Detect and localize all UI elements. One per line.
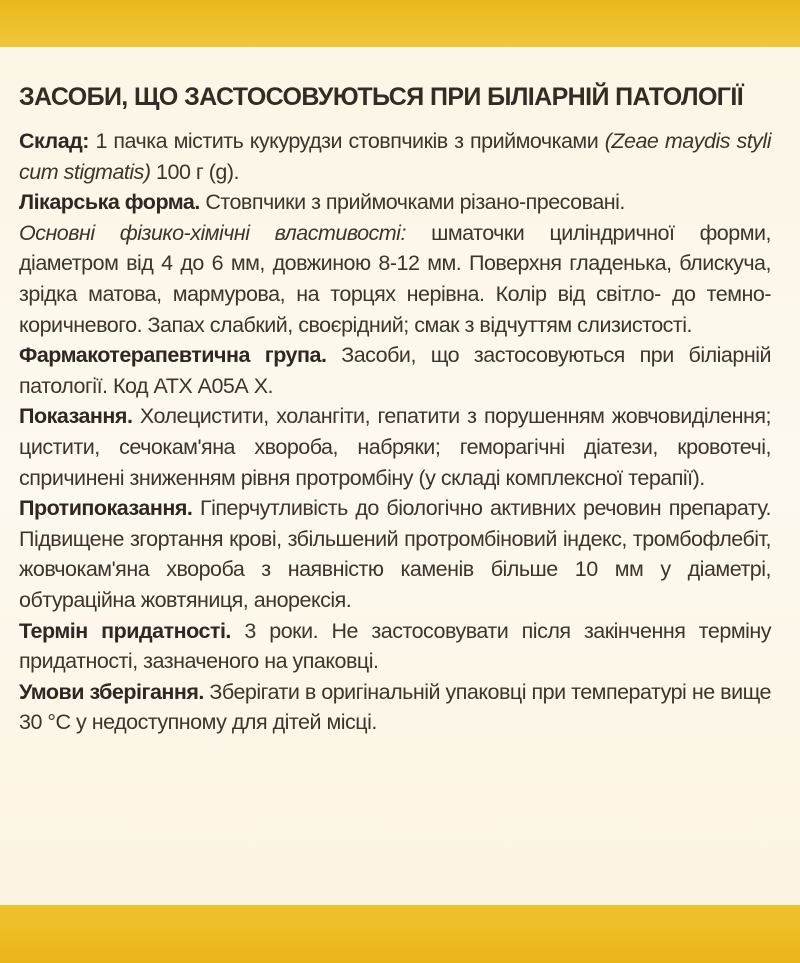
indications-text: Холецистити, холангіти, гепатити з порушенням жовчовиділення; цистити, сечокам'яна хвороба, набряки; геморагічні діатези, кровотечі, спричинені зниженням рівня протромбіну (у складі комплексної терапії). (19, 404, 771, 490)
shelf-life-label: Термін придатності. (19, 618, 231, 643)
composition-latin-name: (Zeae maydis styli cum stigmatis) (19, 129, 771, 184)
section-pharm-group (19, 340, 771, 401)
section-shelf-life (19, 616, 771, 677)
section-composition (19, 126, 771, 187)
package-insert-text (19, 80, 771, 738)
composition-amount: 100 г (g). (150, 159, 239, 184)
bottom-yellow-band (0, 905, 800, 963)
composition-label: Склад: (19, 129, 89, 153)
dosage-form-text: Стовпчики з приймочками різано-пресовані. (199, 190, 625, 215)
shelf-life-text: 3 роки. Не застосовувати після закінчення терміну придатності, зазначеного на упаковці. (19, 618, 771, 674)
section-dosage-form (19, 187, 771, 218)
section-storage (19, 677, 771, 738)
pharm-group-text: Засоби, що застосовуються при біліарній патології. Код АТХ А05А Х. (19, 343, 771, 398)
composition-text: 1 пачка містить кукурудзи стовпчиків з приймочками (88, 129, 605, 153)
section-indications (19, 401, 771, 493)
dosage-form-label: Лікарська форма. (19, 190, 200, 215)
properties-label: Основні фізико-хімічні властивості: (19, 220, 406, 245)
section-properties (19, 218, 771, 340)
contraindications-text: Гіперчутливість до біологічно активних речовин препарату. Підвищене згортання крові, збільшений протромбіновий індекс, тромбофлебіт, жовчокам'яна хвороба з наявністю каменів більше 10 мм у діаметрі, обтураційна жовтяниця, анорексія. (19, 496, 771, 612)
pharm-group-label: Фармакотерапевтична група. (19, 343, 327, 368)
storage-text: Зберігати в оригінальній упаковці при температурі не вище 30 °С у недоступному для дітей місці. (19, 679, 771, 735)
document-title: ЗАСОБИ, ЩО ЗАСТОСОВУЮТЬСЯ ПРИ БІЛІАРНІЙ ПАТОЛОГІЇ (19, 83, 744, 111)
contraindications-label: Протипоказання. (19, 496, 193, 521)
indications-label: Показання. (19, 404, 133, 429)
section-contraindications (19, 493, 771, 615)
top-yellow-band (0, 0, 800, 47)
properties-text: шматочки циліндричної форми, діаметром від 4 до 6 мм, довжиною 8-12 мм. Поверхня гладенька, блискуча, зрідка матова, мармурова, на торцях нерівна. Колір від світло- до темно-коричневого. Запах слабкий, своєрідний; смак з відчуттям слизистості. (19, 220, 771, 337)
storage-label: Умови зберігання. (19, 679, 204, 704)
